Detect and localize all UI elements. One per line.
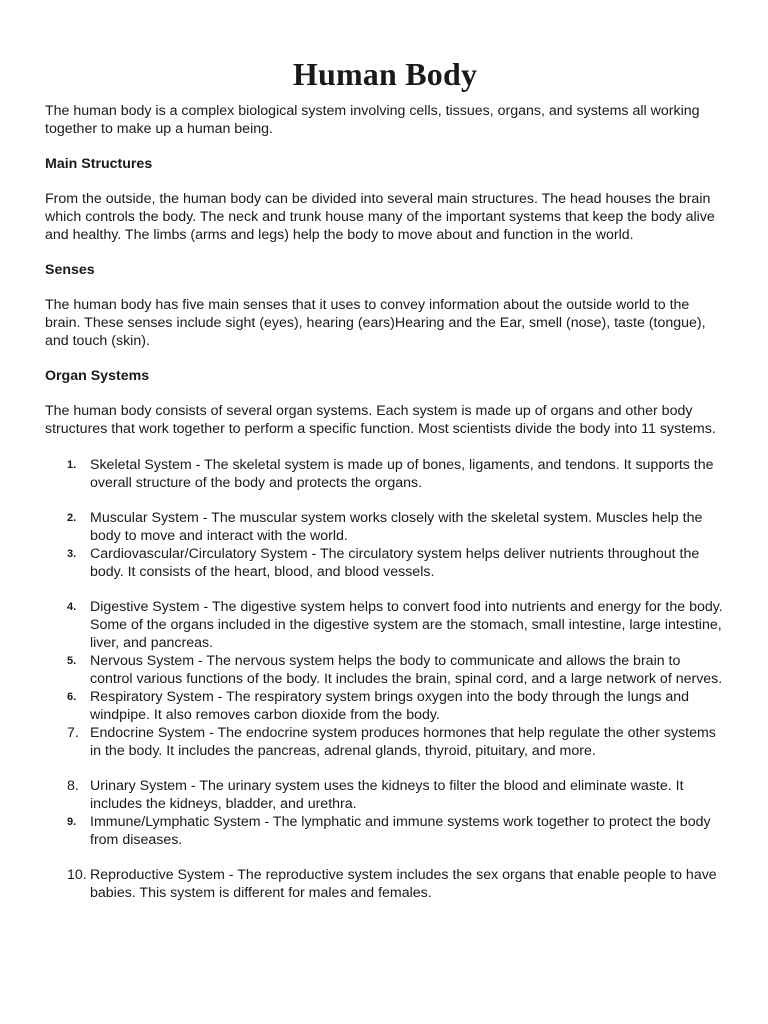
- list-number: 9.: [67, 816, 77, 828]
- list-number: 7.: [67, 725, 79, 741]
- list-number: 5.: [67, 655, 77, 667]
- list-item: [45, 866, 725, 902]
- intro-paragraph: The human body is a complex biological system involving cells, tissues, organs, and systems all working together to make up a human being.: [45, 103, 700, 137]
- list-number: 2.: [67, 512, 77, 524]
- list-item-text: Immune/Lymphatic System - The lymphatic and immune systems work together to protect the body from diseases.: [90, 814, 711, 848]
- list-number: 1.: [67, 459, 77, 471]
- list-number: 3.: [67, 548, 77, 560]
- list-number: 8.: [67, 778, 79, 794]
- list-item: [45, 456, 725, 492]
- list-number: 10.: [67, 867, 87, 883]
- list-item: [45, 813, 725, 849]
- paragraph-main-structures: From the outside, the human body can be divided into several main structures. The head houses the brain which controls the body. The neck and trunk house many of the important systems that keep the body alive and healthy. The limbs (arms and legs) help the body to move about and function in the world.: [45, 191, 715, 243]
- list-item-text: Muscular System - The muscular system works closely with the skeletal system. Muscles help the body to move and interact with the world.: [90, 510, 703, 544]
- list-item-text: Digestive System - The digestive system helps to convert food into nutrients and energy for the body. Some of the organs included in the digestive system are the stomach, small intestine, large intestine, liver, and pancreas.: [90, 599, 723, 651]
- list-item: [45, 598, 725, 652]
- list-item-text: Cardiovascular/Circulatory System - The circulatory system helps deliver nutrients throughout the body. It consists of the heart, blood, and blood vessels.: [90, 546, 700, 580]
- page-title: Human Body: [292, 56, 478, 92]
- list-item-text: Reproductive System - The reproductive system includes the sex organs that enable people to have babies. This system is different for males and females.: [90, 867, 717, 901]
- heading-senses: Senses: [45, 262, 95, 278]
- list-item-text: Skeletal System - The skeletal system is made up of bones, ligaments, and tendons. It supports the overall structure of the body and protects the organs.: [90, 457, 714, 491]
- list-item-text: Endocrine System - The endocrine system produces hormones that help regulate the other systems in the body. It includes the pancreas, adrenal glands, thyroid, pituitary, and more.: [90, 725, 716, 759]
- list-number: 4.: [67, 601, 77, 613]
- list-item-text: Nervous System - The nervous system helps the body to communicate and allows the brain to control various functions of the body. It includes the brain, spinal cord, and a large network of nerves.: [90, 653, 723, 687]
- list-item: [45, 545, 725, 581]
- list-item: [45, 688, 725, 724]
- heading-organ-systems: Organ Systems: [45, 368, 150, 384]
- list-item: [45, 777, 725, 813]
- paragraph-organ-systems: The human body consists of several organ systems. Each system is made up of organs and other body structures that work together to perform a specific function. Most scientists divide the body into 11 systems.: [45, 403, 716, 437]
- heading-main-structures: Main Structures: [45, 156, 153, 172]
- list-item-text: Respiratory System - The respiratory system brings oxygen into the body through the lungs and windpipe. It also removes carbon dioxide from the body.: [90, 689, 690, 723]
- list-item: [45, 509, 725, 545]
- list-item: [45, 652, 725, 688]
- paragraph-senses: The human body has five main senses that it uses to convey information about the outside world to the brain. These senses include sight (eyes), hearing (ears)Hearing and the Ear, smell (nose), taste (tongue), and touch (skin).: [45, 297, 706, 349]
- list-number: 6.: [67, 691, 77, 703]
- list-item: [45, 724, 725, 760]
- document-page: [45, 0, 725, 902]
- list-item-text: Urinary System - The urinary system uses the kidneys to filter the blood and eliminate waste. It includes the kidneys, bladder, and urethra.: [90, 778, 684, 812]
- organ-systems-list: [45, 456, 725, 902]
